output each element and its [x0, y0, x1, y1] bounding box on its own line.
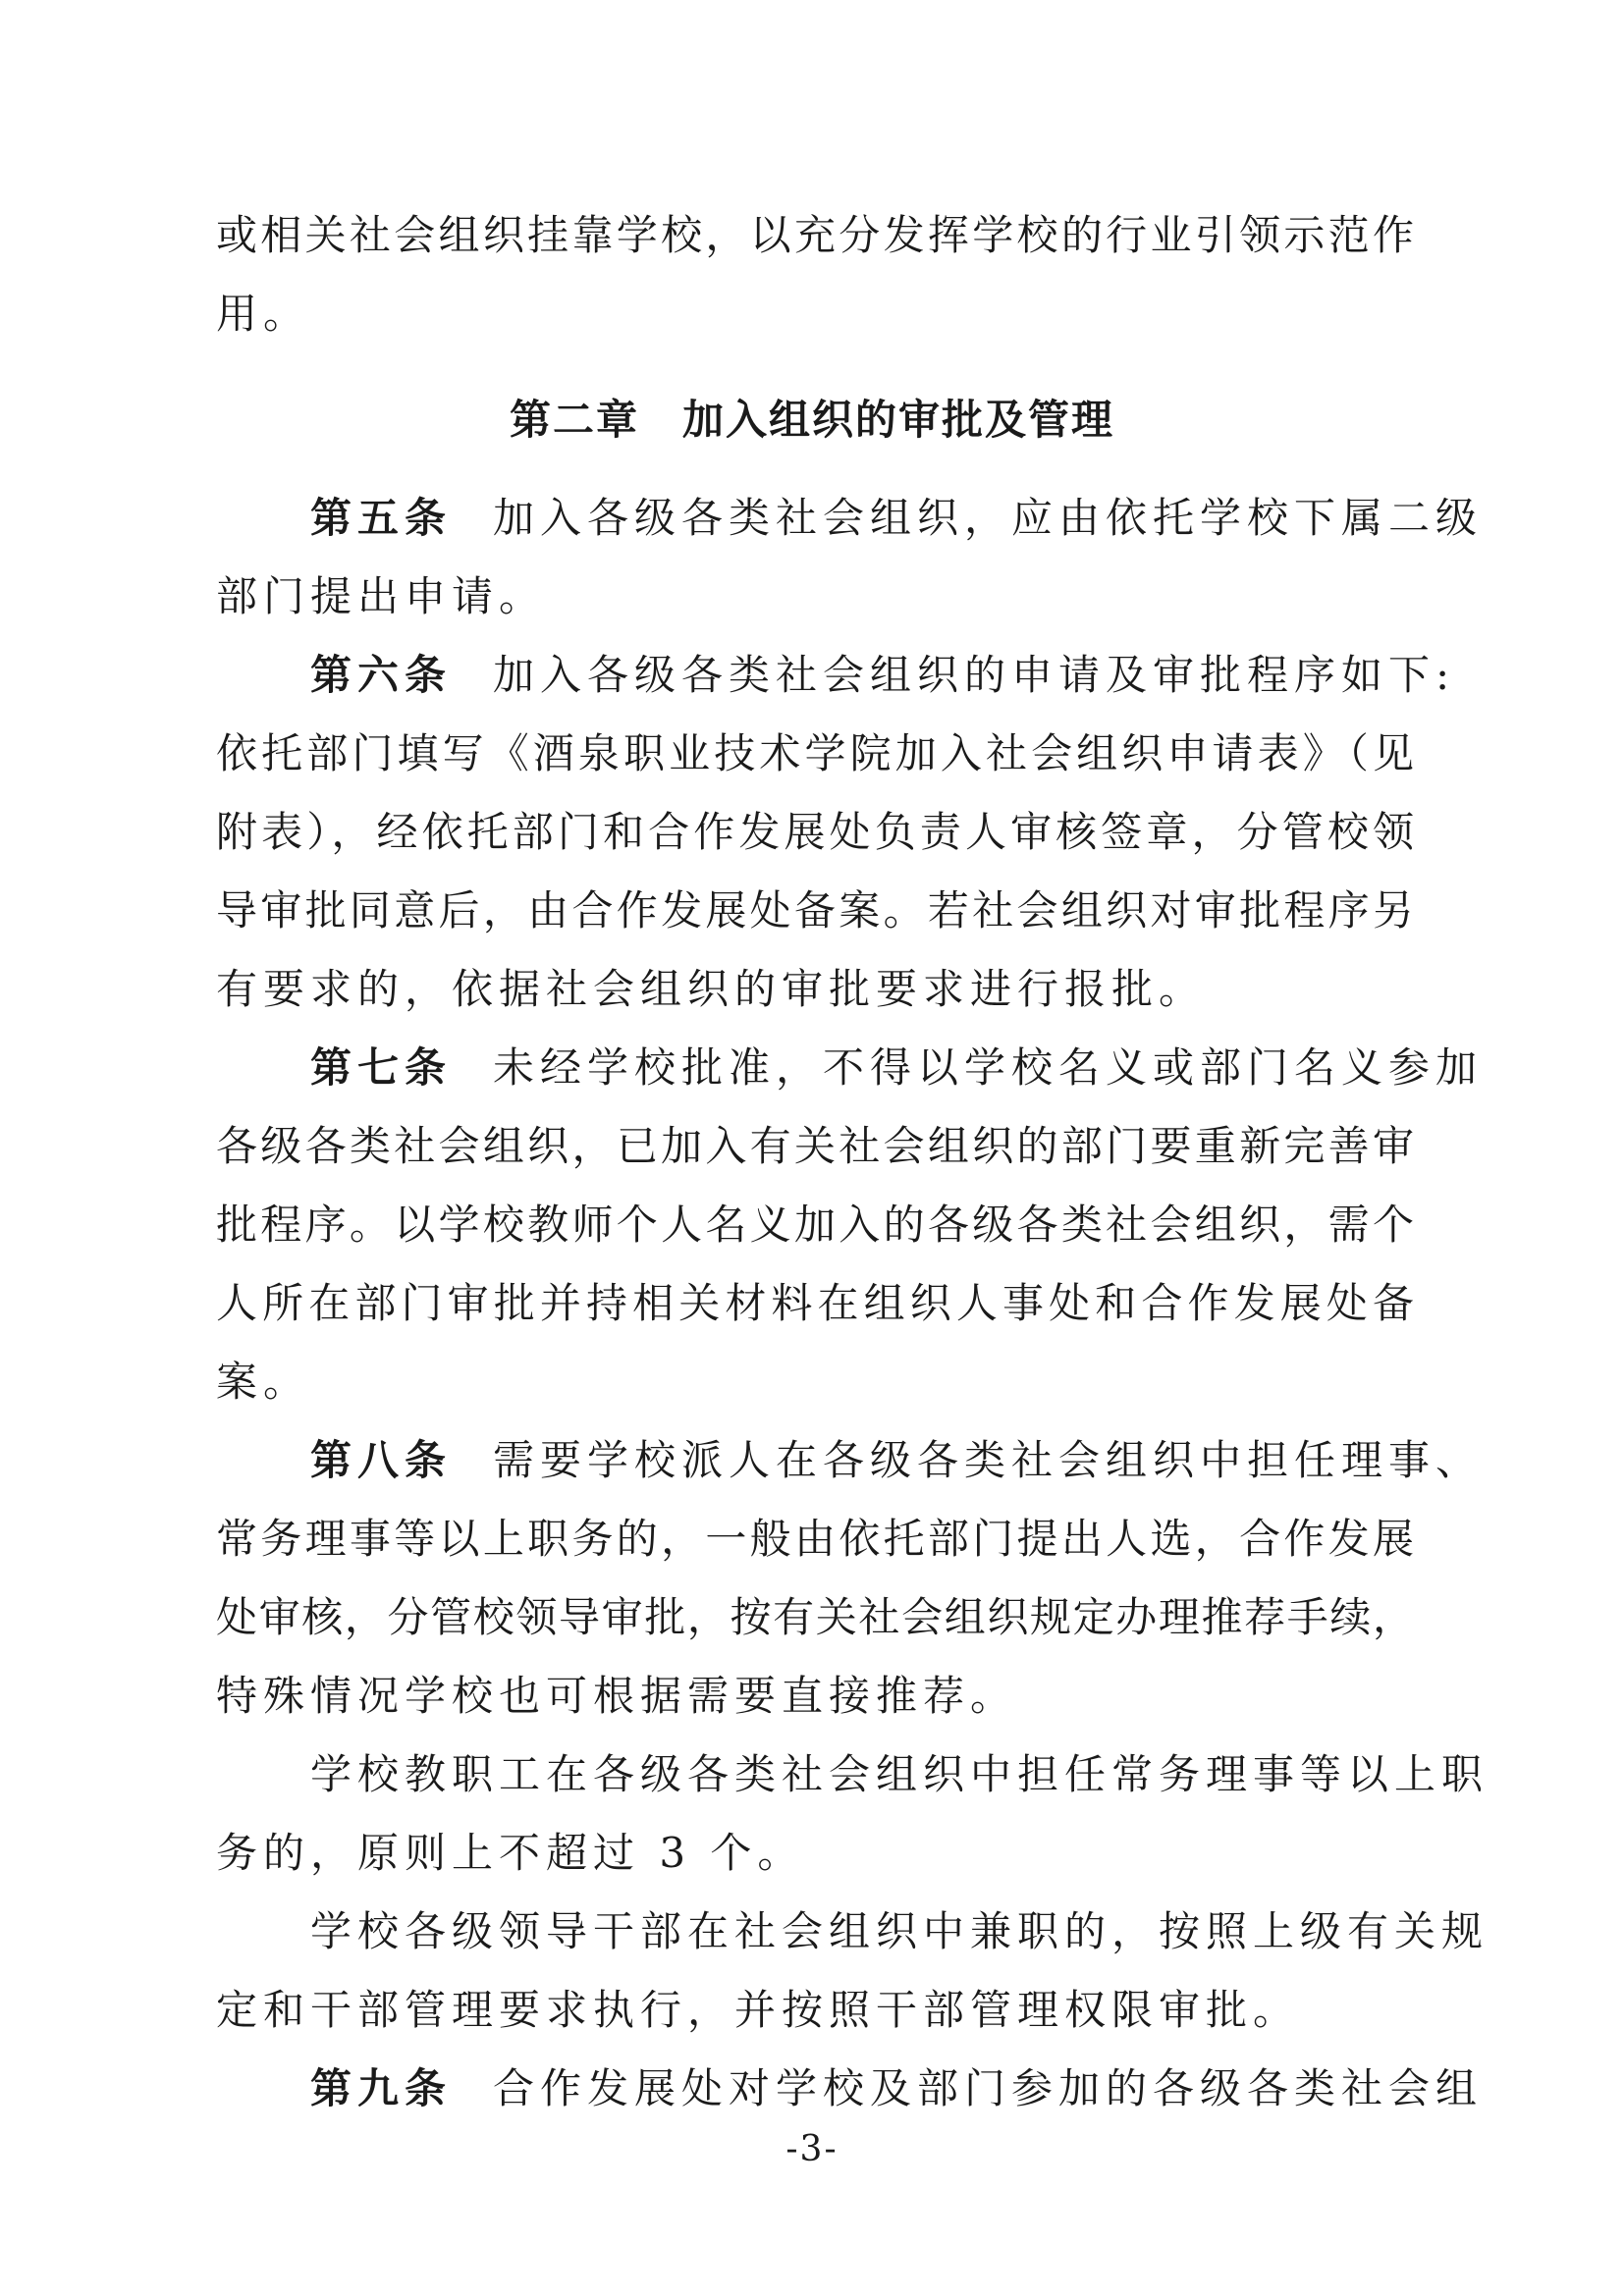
- article-5-label: 第五条: [310, 494, 453, 542]
- article-7-line: 案。: [216, 1358, 311, 1406]
- intro-line-2: 用。: [216, 290, 311, 338]
- article-5-line: 部门提出申请。: [216, 572, 547, 620]
- paragraph-leaders-line-1: 学校各级领导干部在社会组织中兼职的，按照上级有关规: [310, 1907, 1489, 1955]
- article-7-line: 人所在部门审批并持相关材料在组织人事处和合作发展处备: [216, 1279, 1414, 1327]
- article-5-text: 加入各级各类社会组织，应由依托学校下属二级: [493, 494, 1484, 542]
- chapter-title: 第二章 加入组织的审批及管理: [509, 396, 1114, 444]
- article-7-text: 未经学校批准，不得以学校名义或部门名义参加: [493, 1043, 1484, 1092]
- page-number: -3-: [785, 2129, 839, 2169]
- paragraph-staff-line-1: 学校教职工在各级各类社会组织中担任常务理事等以上职: [310, 1750, 1489, 1798]
- article-8-label: 第八条: [310, 1436, 453, 1484]
- article-7-line: 各级各类社会组织，已加入有关社会组织的部门要重新完善审: [216, 1122, 1414, 1170]
- article-8-text: 需要学校派人在各级各类社会组织中担任理事、: [493, 1436, 1484, 1484]
- article-6-label: 第六条: [310, 651, 453, 699]
- article-7-line: 批程序。以学校教师个人名义加入的各级各类社会组织，需个: [216, 1201, 1414, 1249]
- intro-line-1: 或相关社会组织挂靠学校，以充分发挥学校的行业引领示范作: [216, 211, 1414, 259]
- article-8-line: 特殊情况学校也可根据需要直接推荐。: [216, 1672, 1018, 1720]
- article-5-first-line: [310, 489, 1484, 548]
- article-9-first-line: [310, 2059, 1484, 2118]
- article-6-line: 有要求的，依据社会组织的审批要求进行报批。: [216, 965, 1207, 1013]
- article-6-line: 依托部门填写《酒泉职业技术学院加入社会组织申请表》（见: [216, 729, 1414, 777]
- article-7-label: 第七条: [310, 1043, 453, 1092]
- article-6-text: 加入各级各类社会组织的申请及审批程序如下:: [493, 651, 1456, 699]
- article-6-line: 导审批同意后，由合作发展处备案。若社会组织对审批程序另: [216, 886, 1414, 934]
- article-6-first-line: [310, 646, 1456, 705]
- paragraph-leaders-line-2: 定和干部管理要求执行，并按照干部管理权限审批。: [216, 1986, 1301, 2034]
- article-7-first-line: [310, 1039, 1484, 1097]
- article-9-text: 合作发展处对学校及部门参加的各级各类社会组: [493, 2064, 1484, 2112]
- article-8-line: 常务理事等以上职务的，一般由依托部门提出人选，合作发展: [216, 1515, 1414, 1563]
- article-8-line: 处审核，分管校领导审批，按有关社会组织规定办理推荐手续，: [216, 1593, 1414, 1641]
- article-8-first-line: [310, 1431, 1484, 1490]
- article-9-label: 第九条: [310, 2064, 453, 2112]
- article-6-line: 附表），经依托部门和合作发展处负责人审核签章，分管校领: [216, 808, 1414, 856]
- paragraph-staff-line-2: 务的，原则上不超过 3 个。: [216, 1829, 805, 1877]
